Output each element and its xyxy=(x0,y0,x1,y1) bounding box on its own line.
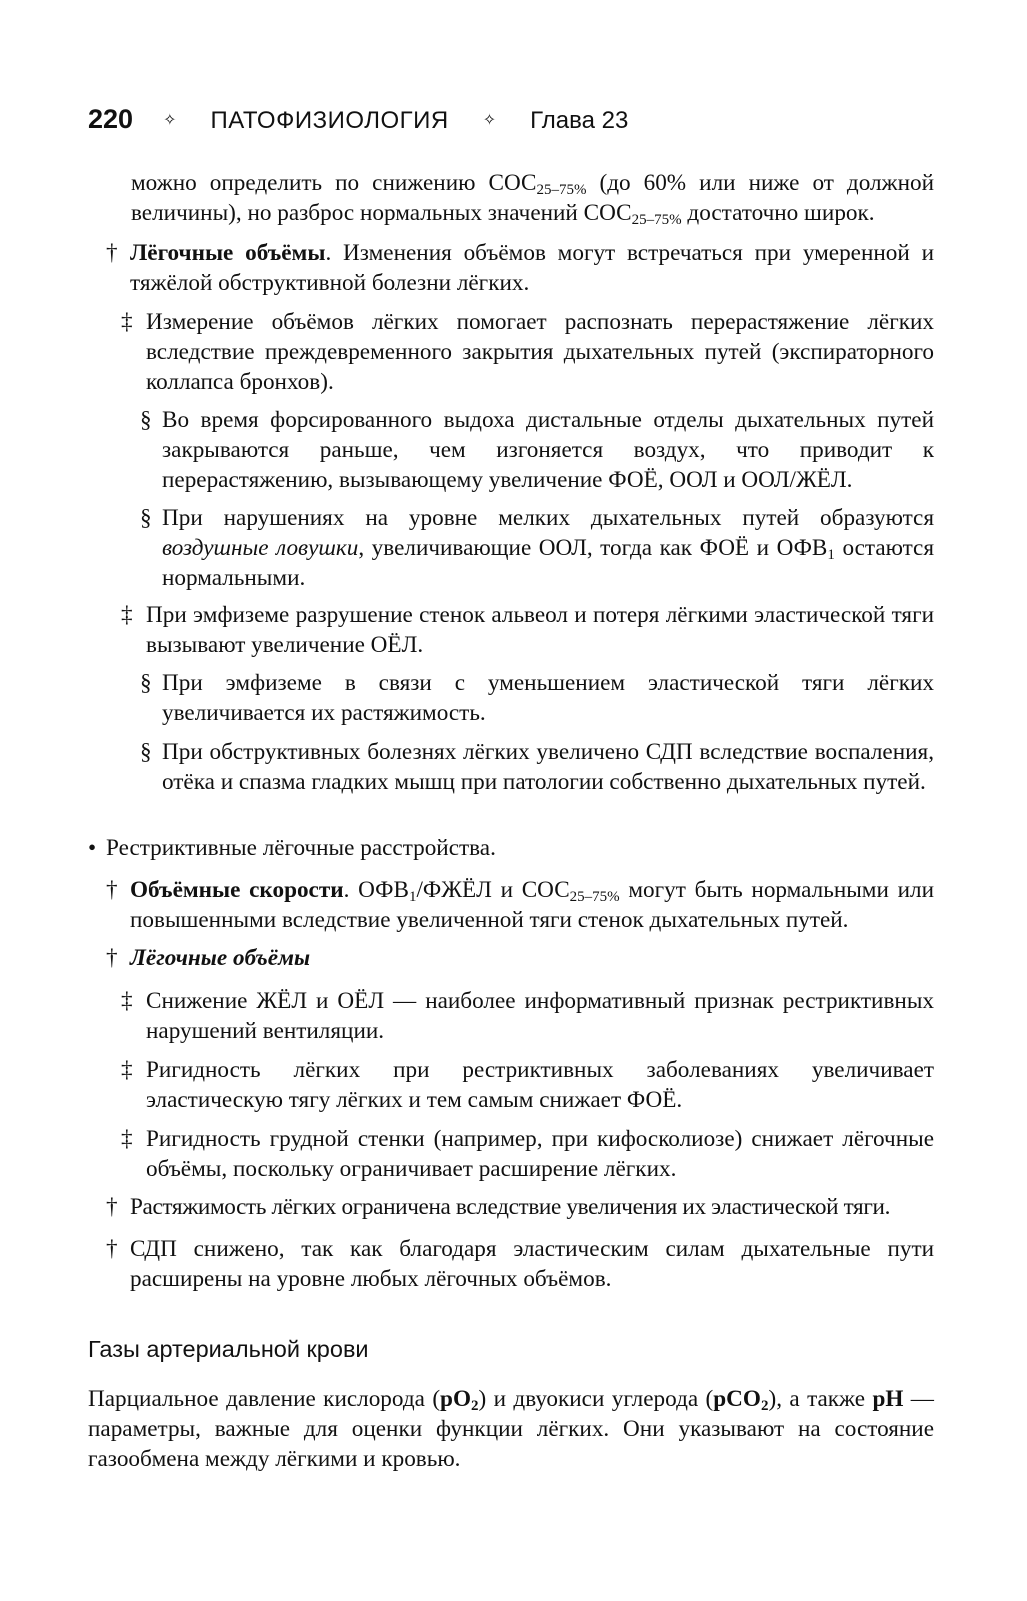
list-item: ‡ Ригидность лёгких при рестриктивных заболеваниях увеличивает эластическую тягу лёгких и тем самым снижает ФОЁ. xyxy=(121,1057,934,1113)
list-item: ‡ Ригидность грудной стенки (например, при кифосколиозе) снижает лёгочные объёмы, поскольку ограничивает расширение лёгких. xyxy=(121,1126,934,1182)
body-paragraph: Парциальное давление кислорода $(pO_2)$ и двуокиси углерода (pCO$_2$), а также pH — параметры, важные для оценки функции лёгких. Они указывают на состояние газообмена между лёгкими и кровью. xyxy=(88,1386,934,1472)
italic-term: воздушные ловушки xyxy=(162,535,359,561)
list-item xyxy=(106,943,934,973)
section-marker: § xyxy=(140,505,152,531)
dagger-marker: † xyxy=(106,1236,118,1262)
item-term: Лёгочные объёмы xyxy=(130,240,326,266)
section-marker: § xyxy=(140,670,152,696)
list-item: † Объёмные скорости. $ОФВ_1$/ФЖЁЛ и $СОС_{25-75\%}$ могут быть нормальными или повышенными вследствие увеличенной тяги стенок дыхательных путей. xyxy=(106,877,934,933)
list-item: ‡ Измерение объёмов лёгких помогает распознать перерастяжение лёгких вследствие преждевременного закрытия дыхательных путей (экспираторного коллапса бронхов). xyxy=(121,309,934,395)
list-item: • Рестриктивные лёгочные расстройства. xyxy=(88,835,496,861)
running-header xyxy=(88,104,628,140)
section-heading: Газы артериальной крови xyxy=(88,1336,369,1362)
list-item: § При эмфиземе в связи с уменьшением эластической тяги лёгких увеличивается их растяжимость. xyxy=(140,670,934,726)
double-dagger-marker: ‡ xyxy=(121,1126,133,1152)
list-item: † Растяжимость лёгких ограничена вследствие увеличения их эластической тяги. xyxy=(106,1194,891,1220)
item-term: Лёгочные объёмы xyxy=(130,945,311,971)
list-item: † Лёгочные объёмы. Изменения объёмов могут встречаться при умеренной и тяжёлой обструктивной болезни лёгких. xyxy=(106,240,934,296)
bullet-marker: • xyxy=(88,835,97,861)
list-item: † СДП снижено, так как благодаря эластическим силам дыхательные пути расширены на уровне любых лёгочных объёмов. xyxy=(106,1236,934,1292)
diamond-icon: ✧ xyxy=(163,112,177,129)
list-item: § При нарушениях на уровне мелких дыхательных путей образуются воздушные ловушки, увеличивающие ООЛ, тогда как ФОЁ и $ОФВ_1$ остаются нормальными. xyxy=(140,505,935,591)
dagger-marker: † xyxy=(106,240,118,266)
double-dagger-marker: ‡ xyxy=(121,988,133,1014)
list-item: ‡ При эмфиземе разрушение стенок альвеол и потеря лёгкими эластической тяги вызывают увеличение ОЁЛ. xyxy=(121,602,934,658)
double-dagger-marker: ‡ xyxy=(121,602,133,628)
list-item: § Во время форсированного выдоха дистальные отделы дыхательных путей закрываются раньше, чем изгоняется воздух, что приводит к перерастяжению, вызывающему увеличение ФОЁ, ООЛ и ООЛ/ЖЁЛ. xyxy=(140,407,934,493)
dagger-marker: † xyxy=(106,1194,118,1220)
page-number: 220 xyxy=(88,104,134,134)
dagger-marker: † xyxy=(106,877,118,903)
section-marker: § xyxy=(140,739,152,765)
diamond-icon: ✧ xyxy=(482,112,497,129)
double-dagger-marker: ‡ xyxy=(121,309,133,335)
chapter-label: Глава 23 xyxy=(530,107,629,134)
item-term: Объёмные скорости xyxy=(130,877,344,903)
double-dagger-marker: ‡ xyxy=(121,1057,133,1083)
paragraph-continuation: можно определить по снижению $СОС_{25-75\%}$ (до 60% или ниже от должной величины), но разброс нормальных значений $СОС_{25-75\%}$ достаточно широк. xyxy=(131,170,934,228)
list-item: § При обструктивных болезнях лёгких увеличено СДП вследствие воспаления, отёка и спазма гладких мышц при патологии собственно дыхательных путей. xyxy=(140,739,934,795)
list-item: ‡ Снижение ЖЁЛ и ОЁЛ — наиболее информативный признак рестриктивных нарушений вентиляции. xyxy=(121,988,934,1044)
book-title: ПАТОФИЗИОЛОГИЯ xyxy=(210,107,449,134)
dagger-marker: † xyxy=(106,945,118,971)
section-marker: § xyxy=(140,407,152,433)
